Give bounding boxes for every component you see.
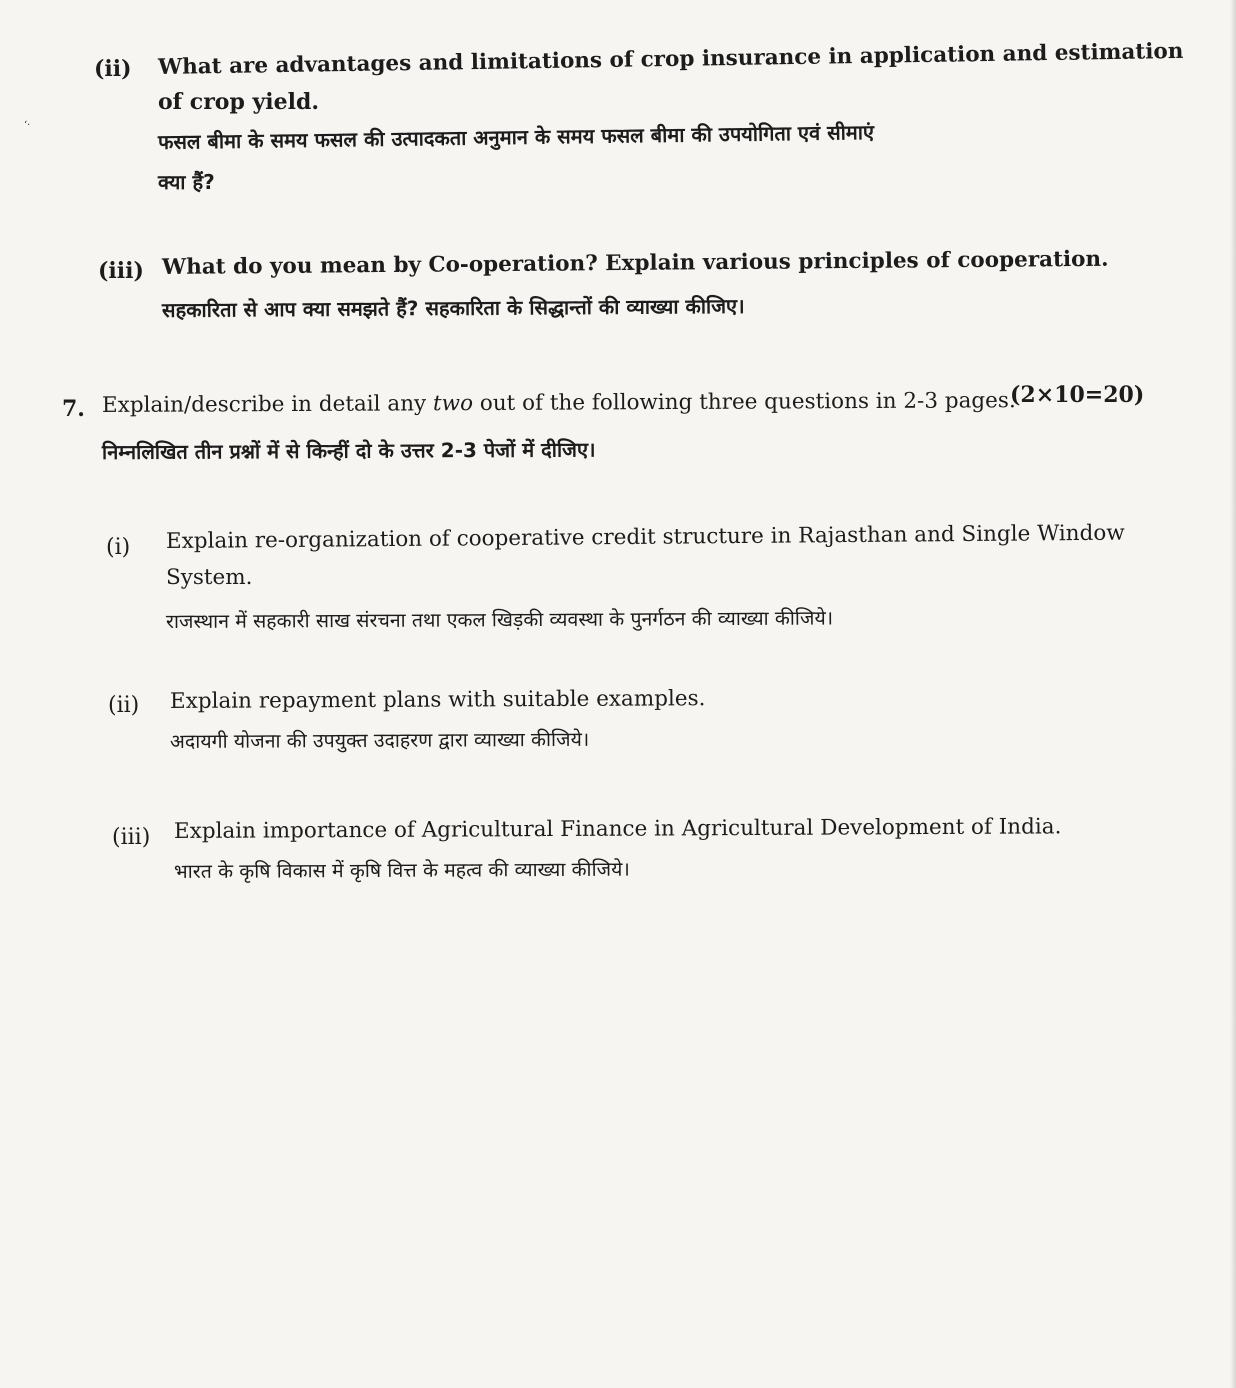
marks-allocation: (2×10=20)	[1010, 382, 1145, 408]
question-number: (i)	[106, 535, 131, 560]
instruction-text-italic: two	[432, 391, 474, 417]
question-number: (iii)	[112, 825, 151, 850]
instruction-text-part-2: out of the following three questions in 2-3 pages.	[472, 388, 1016, 417]
question-text-english-line-1: What do you mean by Co-operation? Explain various principles of cooperation.	[161, 246, 1109, 280]
question-text-hindi-line-1: भारत के कृषि विकास में कृषि वित्त के महत्व की व्याख्या कीजिये।	[173, 857, 630, 883]
scan-speck-mark: ‘·	[24, 120, 31, 131]
question-instruction-hindi: निम्नलिखित तीन प्रश्नों में से किन्हीं दो के उत्तर 2-3 पेजों में दीजिए।	[101, 437, 596, 464]
question-text-english-line-1: What are advantages and limitations of crop insurance in application and estimation	[157, 38, 1184, 80]
question-text-english-line-2: of crop yield.	[158, 89, 320, 115]
question-text-hindi-line-2: क्या हैं?	[158, 170, 215, 194]
question-instruction-english	[102, 385, 1016, 422]
question-text-english-line-2: System.	[166, 565, 253, 590]
instruction-text-part-1: Explain/describe in detail any	[101, 391, 434, 418]
question-number: 7.	[62, 396, 85, 422]
question-number: (ii)	[108, 693, 140, 718]
page-edge-shadow	[1230, 0, 1236, 1388]
question-text-english-line-1: Explain importance of Agricultural Finance in Agricultural Development of India.	[173, 814, 1062, 844]
question-text-english-line-1: Explain re-organization of cooperative credit structure in Rajasthan and Single Window	[165, 520, 1125, 554]
question-text-hindi-line-1: सहकारिता से आप क्या समझते हैं? सहकारिता के सिद्धान्तों की व्याख्या कीजिए।	[161, 293, 745, 322]
question-number: (iii)	[98, 258, 144, 284]
question-text-hindi-line-1: अदायगी योजना की उपयुक्त उदाहरण द्वारा व्याख्या कीजिये।	[169, 727, 590, 753]
question-text-english-line-1: Explain repayment plans with suitable examples.	[169, 686, 706, 714]
question-number: (ii)	[94, 56, 132, 82]
question-text-hindi-line-1: फसल बीमा के समय फसल की उत्पादकता अनुमान के समय फसल बीमा की उपयोगिता एवं सीमाएं	[157, 120, 875, 154]
question-text-hindi-line-1: राजस्थान में सहकारी साख संरचना तथा एकल खिड़की व्यवस्था के पुनर्गठन की व्याख्या कीजिये।	[165, 606, 834, 633]
